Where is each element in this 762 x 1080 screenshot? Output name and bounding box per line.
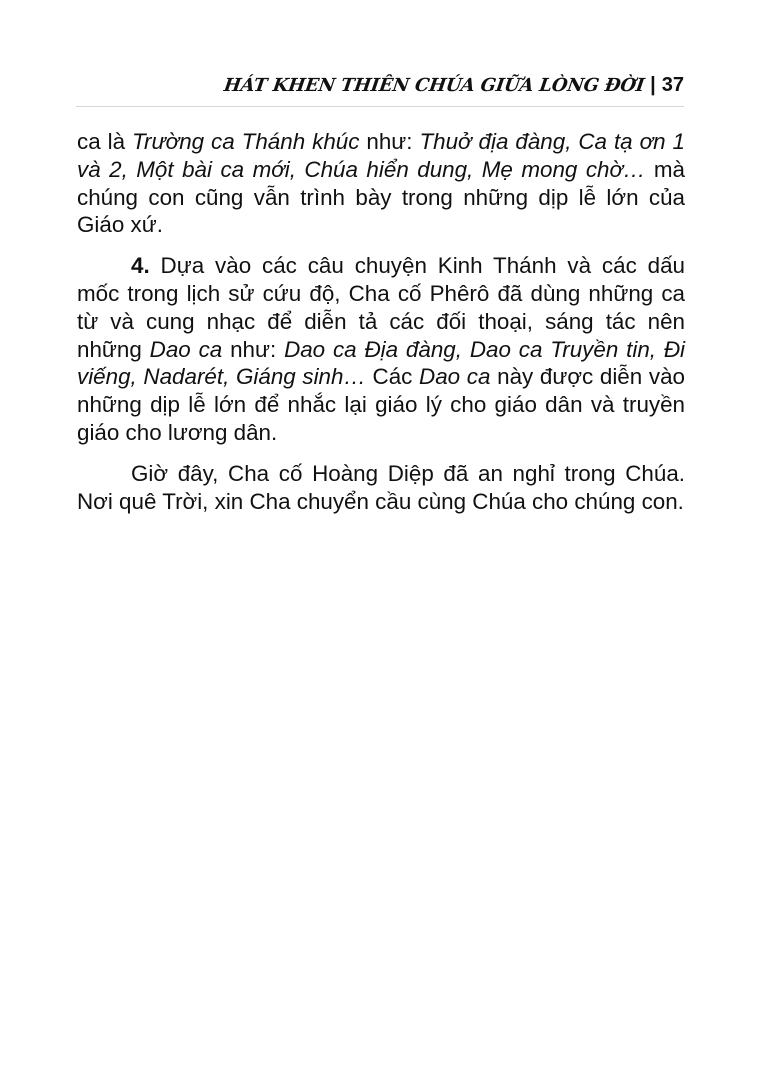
text-run-italic: Trường ca Thánh khúc <box>132 129 360 154</box>
text-run-italic: Dao ca Địa đàng, Dao ca Truyền tin, Đi viếng, Nadarét, Giáng sinh… <box>77 336 685 390</box>
text-run: Các <box>365 364 420 390</box>
text-run-italic: Thuở địa đàng, Ca tạ ơn 1 và 2, Một bài ca mới, Chúa hiển dung, Mẹ mong chờ… <box>77 129 685 182</box>
text-run: Giờ đây, Cha cố Hoàng Diệp đã an nghỉ trong Chúa. Nơi quê Trời, xin Cha chuyển cầu cùng Chúa cho chúng con. <box>77 460 685 514</box>
text-run-italic: Dao ca <box>419 364 491 390</box>
text-run: như: <box>222 336 285 362</box>
paragraph-1 <box>77 128 685 239</box>
item-number: 4. <box>131 253 150 279</box>
body-text <box>77 128 685 528</box>
text-run: như: <box>359 129 420 154</box>
page-number: 37 <box>661 74 684 96</box>
running-head-title: HÁT KHEN THIÊN CHÚA GIỮA LÒNG ĐỜI <box>222 75 646 96</box>
header-rule <box>76 106 684 107</box>
text-run: này được diễn vào những dịp lễ lớn để nhắc lại giáo lý cho giáo dân và truyền giáo cho lương dân. <box>77 364 685 445</box>
text-run: mà chúng con cũng vẫn trình bày trong những dịp lễ lớn của Giáo xứ. <box>77 156 685 238</box>
running-head-separator: | <box>650 74 656 96</box>
paragraph-2 <box>77 252 685 447</box>
text-run-italic: Dao ca <box>149 336 223 362</box>
text-run: Dựa vào các câu chuyện Kinh Thánh và các dấu mốc trong lịch sử cứu độ, Cha cố Phêrô đã dùng những ca từ và cung nhạc để diễn tả các đối thoại, sáng tác nên những <box>77 253 685 362</box>
paragraph-3 <box>77 460 685 516</box>
running-head <box>78 74 684 104</box>
text-run: ca là <box>77 129 132 154</box>
